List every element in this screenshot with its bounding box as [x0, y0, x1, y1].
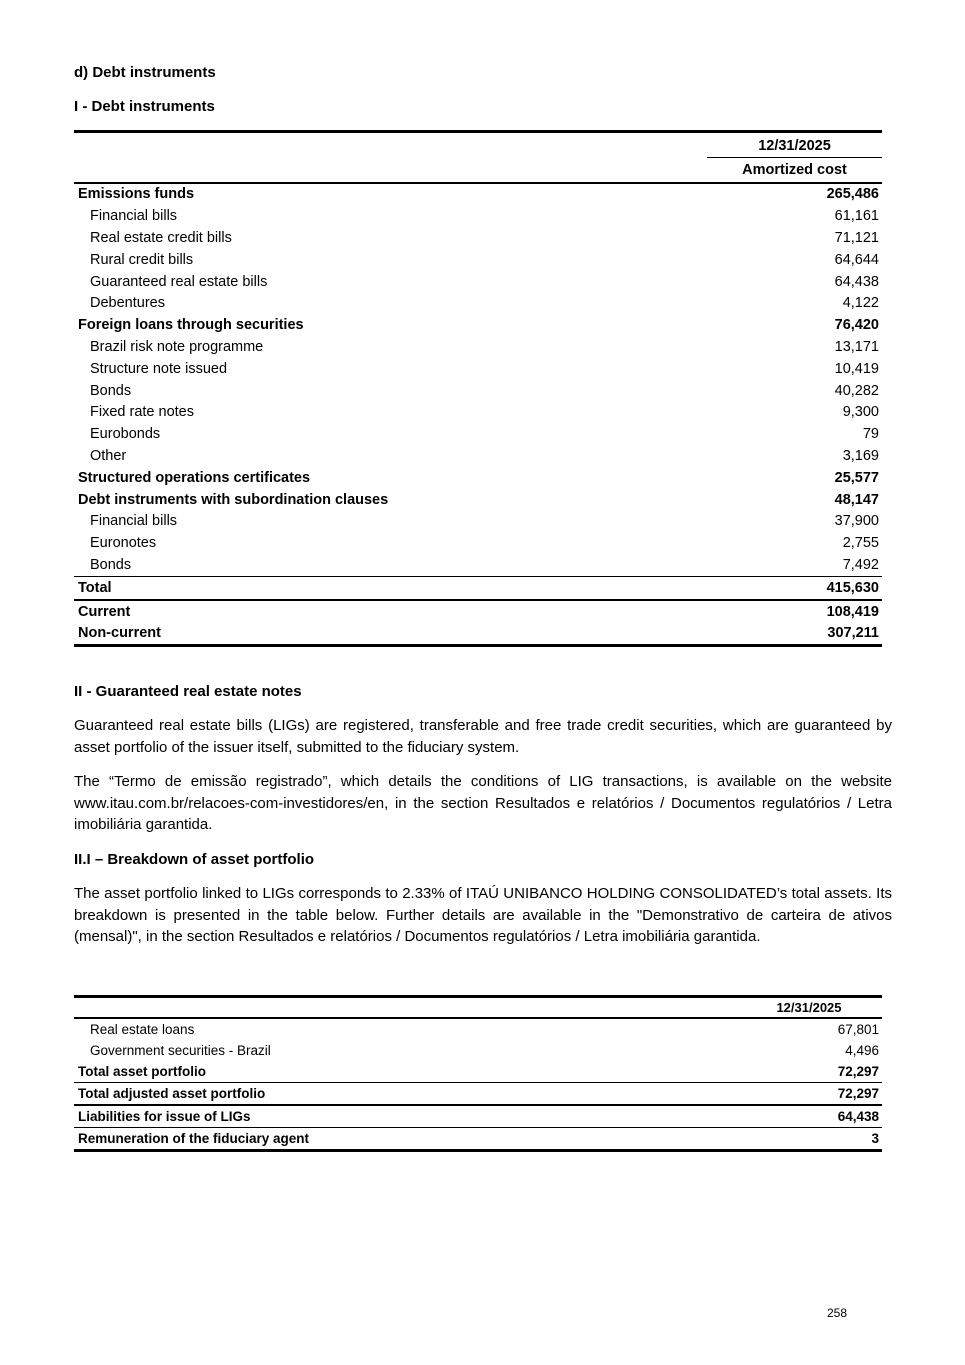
row-label: Total	[78, 580, 112, 597]
row-label: Structure note issued	[90, 360, 228, 377]
row-value: 4,496	[845, 1042, 879, 1058]
row-value: 72,297	[837, 1063, 879, 1079]
table-bottom-rule	[74, 1149, 882, 1152]
subsection-heading-guaranteed-real-estate-notes: II - Guaranteed real estate notes	[74, 683, 302, 700]
row-value: 71,121	[834, 229, 879, 246]
column-header-date: 12/31/2025	[707, 133, 882, 158]
row-label: Guaranteed real estate bills	[90, 273, 268, 290]
liabilities-ligs-row	[74, 1106, 882, 1127]
table-row	[74, 227, 882, 249]
row-label: Financial bills	[90, 513, 178, 530]
paragraph-termo-de-emissao: The “Termo de emissão registrado”, which details the conditions of LIG transactions, is available on the website www.itau.com.br/relacoes-com-investidores/en, in the section Resultados e relatórios / Documentos regulatórios / Letra imobiliária garantida.	[74, 773, 892, 833]
row-value: 307,211	[827, 625, 879, 642]
row-label: Emissions funds	[78, 186, 195, 203]
row-label: Liabilities for issue of LIGs	[78, 1108, 251, 1124]
table-row	[74, 292, 882, 314]
table-row	[74, 489, 882, 511]
remuneration-fiduciary-agent-row	[74, 1128, 882, 1149]
row-value: 76,420	[834, 317, 879, 334]
row-label: Debentures	[90, 295, 165, 312]
table-row	[74, 380, 882, 402]
column-header-amortized-cost: Amortized cost	[742, 162, 847, 178]
table-row	[74, 532, 882, 554]
row-value: 108,419	[826, 603, 879, 620]
row-label: Real estate loans	[90, 1021, 195, 1037]
row-label: Brazil risk note programme	[90, 338, 264, 355]
subsection-heading-debt-instruments: I - Debt instruments	[74, 98, 215, 115]
table-row	[74, 554, 882, 576]
row-value: 61,161	[834, 208, 879, 225]
subsection-heading-asset-portfolio-breakdown: II.I – Breakdown of asset portfolio	[74, 851, 315, 868]
row-label: Bonds	[90, 382, 132, 399]
row-label: Fixed rate notes	[90, 404, 194, 421]
row-value: 4,122	[842, 295, 879, 312]
table-row	[74, 358, 882, 380]
row-label: Financial bills	[90, 208, 178, 225]
table-bottom-rule	[74, 644, 882, 647]
non-current-row	[74, 622, 882, 644]
row-label: Government securities - Brazil	[90, 1042, 271, 1058]
table-row	[74, 445, 882, 467]
row-value: 72,297	[837, 1086, 879, 1101]
paragraph-ligs-definition: Guaranteed real estate bills (LIGs) are registered, transferable and free trade credit securities, which are guaranteed by asset portfolio of the issuer itself, submitted to the fiduciary system.	[74, 717, 892, 756]
row-label: Foreign loans through securities	[78, 317, 304, 334]
row-label: Non-current	[78, 625, 161, 642]
table-row	[74, 336, 882, 358]
row-label: Total asset portfolio	[78, 1063, 207, 1079]
total-asset-portfolio-row	[74, 1061, 882, 1082]
table-row	[74, 423, 882, 445]
row-value: 40,282	[834, 382, 879, 399]
current-row	[74, 601, 882, 623]
row-value: 415,630	[826, 580, 879, 597]
row-value: 64,438	[837, 1108, 879, 1124]
row-value: 13,171	[834, 338, 879, 355]
row-value: 10,419	[834, 360, 879, 377]
row-value: 2,755	[842, 535, 879, 552]
table-row	[74, 271, 882, 293]
table-row	[74, 314, 882, 336]
table-row	[74, 1040, 882, 1061]
total-adjusted-asset-portfolio-row	[74, 1083, 882, 1104]
row-value: 3,169	[842, 447, 879, 464]
row-label: Bonds	[90, 556, 132, 573]
row-label: Remuneration of the fiduciary agent	[78, 1131, 310, 1146]
row-label: Eurobonds	[90, 426, 161, 443]
row-value: 48,147	[834, 491, 879, 508]
row-label: Other	[90, 447, 127, 464]
row-value: 64,438	[834, 273, 879, 290]
row-value: 265,486	[826, 186, 879, 203]
row-value: 67,801	[837, 1021, 879, 1037]
table-row	[74, 249, 882, 271]
table-row	[74, 184, 882, 206]
row-label: Structured operations certificates	[78, 469, 311, 486]
column-header-date: 12/31/2025	[776, 1000, 842, 1015]
table-row	[74, 205, 882, 227]
row-label: Total adjusted asset portfolio	[78, 1086, 266, 1101]
asset-portfolio-table	[74, 995, 882, 1152]
row-label: Rural credit bills	[90, 251, 194, 268]
row-value: 3	[871, 1131, 879, 1146]
debt-instruments-table	[74, 130, 882, 647]
page-number: 258	[827, 1306, 848, 1320]
row-label: Real estate credit bills	[90, 229, 232, 246]
row-value: 9,300	[842, 404, 879, 421]
table-row	[74, 1019, 882, 1040]
row-value: 37,900	[834, 513, 879, 530]
table-row	[74, 401, 882, 423]
row-label: Debt instruments with subordination clauses	[78, 491, 389, 508]
table-row	[74, 510, 882, 532]
row-value: 7,492	[842, 556, 879, 573]
total-row	[74, 577, 882, 599]
table-row	[74, 467, 882, 489]
paragraph-asset-portfolio: The asset portfolio linked to LIGs corresponds to 2.33% of ITAÚ UNIBANCO HOLDING CONSOLIDATED’s total assets. Its breakdown is presented in the table below. Further details are available in the "Demonstrativo de carteira de ativos (mensal)", in the section Resultados e relatórios / Documentos regulatórios / Letra imobiliária garantida.	[74, 885, 892, 945]
section-heading: d) Debt instruments	[74, 64, 216, 81]
row-value: 25,577	[834, 469, 879, 486]
row-value: 64,644	[834, 251, 879, 268]
row-label: Euronotes	[90, 535, 157, 552]
row-label: Current	[78, 603, 131, 620]
row-value: 79	[862, 426, 879, 443]
